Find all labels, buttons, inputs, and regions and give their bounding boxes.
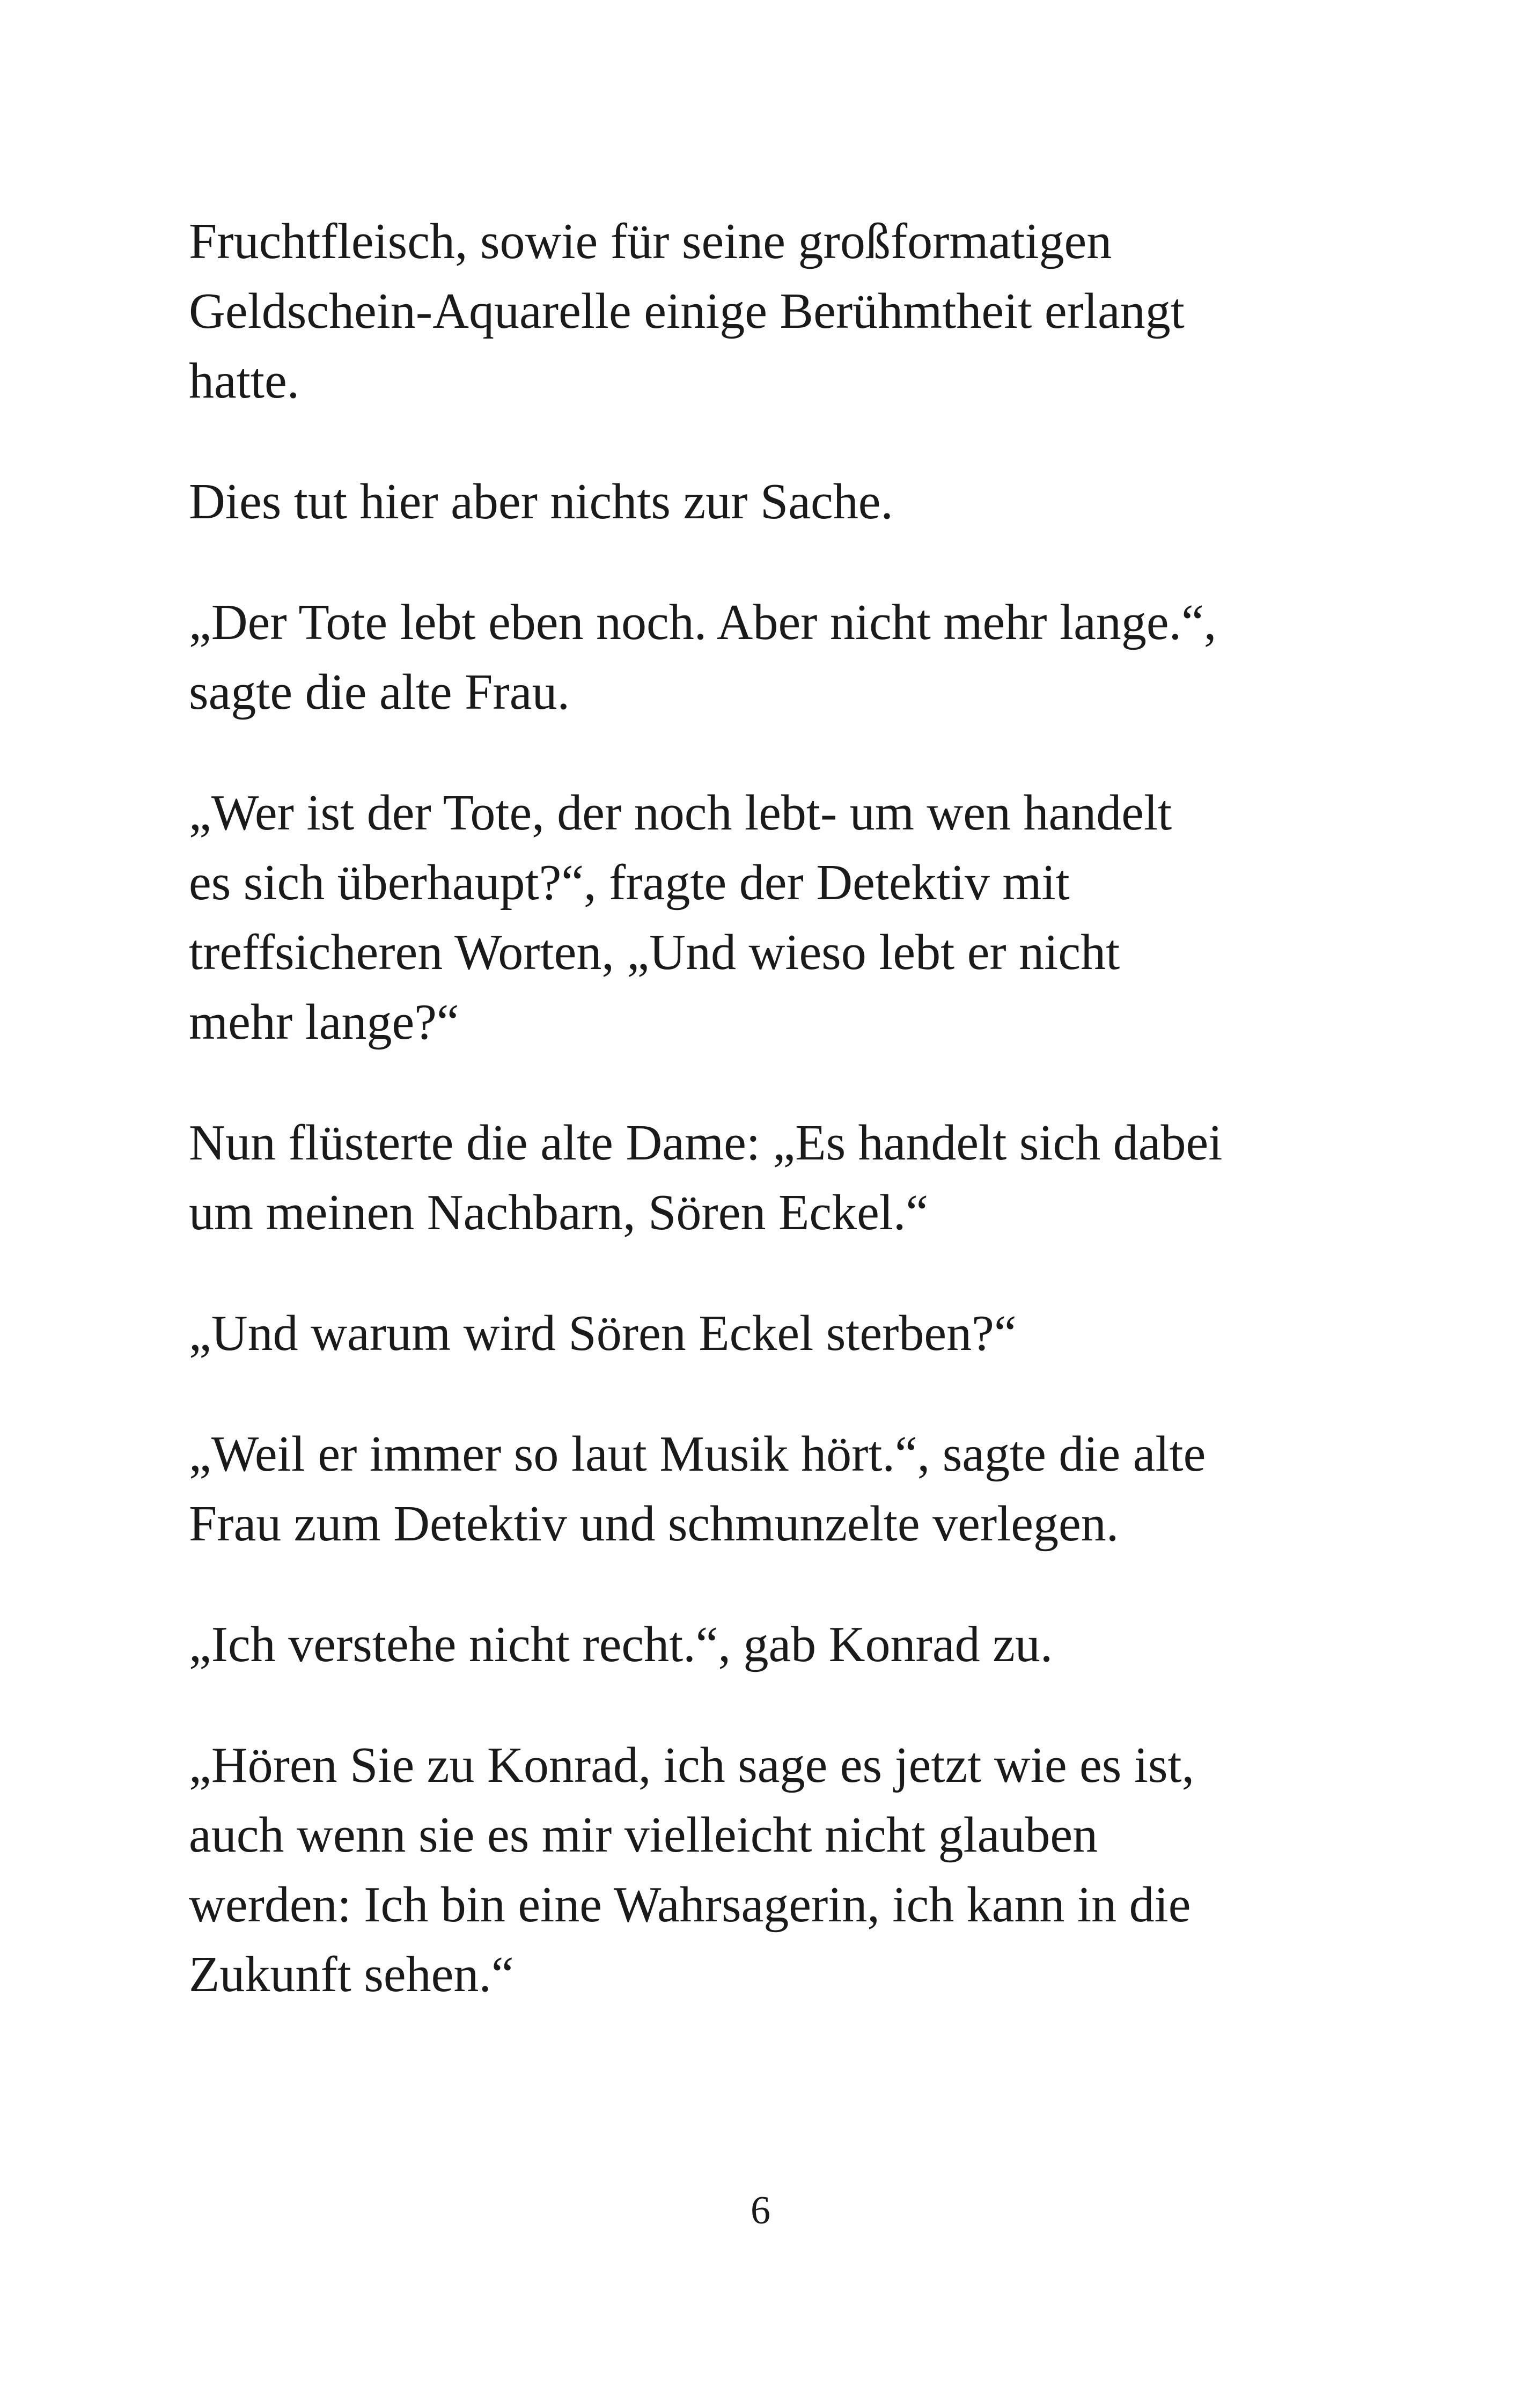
paragraph: „Ich verstehe nicht recht.“, gab Konrad zu. — [189, 1617, 1053, 1672]
paragraph: „Weil er immer so laut Musik hört.“, sagte die alte Frau zum Detektiv und schmunzelte verlegen. — [189, 1426, 1206, 1552]
paragraph: „Hören Sie zu Konrad, ich sage es jetzt wie es ist, auch wenn sie es mir vielleicht nicht glauben werden: Ich bin eine Wahrsagerin, ich kann in die Zukunft sehen.“ — [189, 1737, 1195, 2002]
paragraph: Fruchtfleisch, sowie für seine großformatigen Geldschein-Aquarelle einige Berühmtheit erlangt hatte. — [189, 214, 1185, 409]
paragraph: „Und warum wird Sören Eckel sterben?“ — [189, 1305, 1017, 1361]
page-number: 6 — [751, 2189, 770, 2233]
paragraph: Nun flüsterte die alte Dame: „Es handelt sich dabei um meinen Nachbarn, Sören Eckel.“ — [189, 1115, 1223, 1240]
paragraph: Dies tut hier aber nichts zur Sache. — [189, 474, 893, 530]
paragraph: „Wer ist der Tote, der noch lebt- um wen handelt es sich überhaupt?“, fragte der Detektiv mit treffsicheren Worten, „Und wieso lebt er nicht mehr lange?“ — [189, 785, 1172, 1050]
paragraph: „Der Tote lebt eben noch. Aber nicht mehr lange.“, sagte die alte Frau. — [189, 594, 1217, 720]
body-text — [189, 207, 1358, 2009]
